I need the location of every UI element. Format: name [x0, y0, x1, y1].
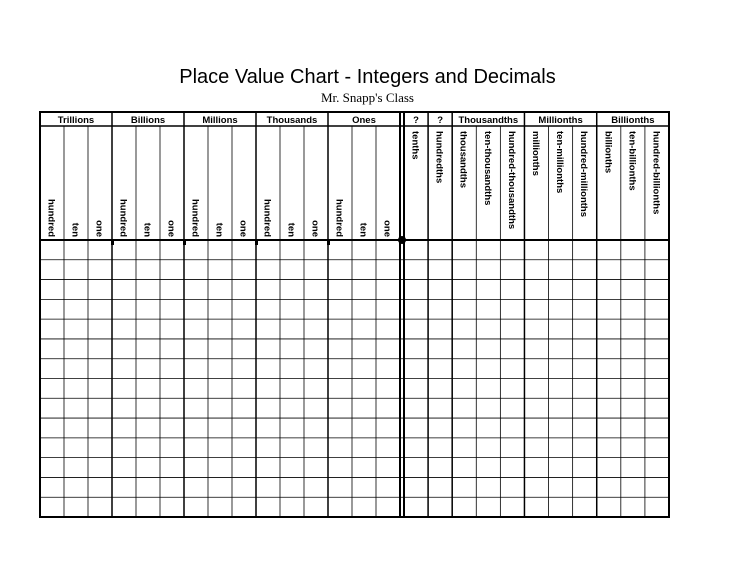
column-label: one	[381, 220, 393, 237]
column-label: ten-millionths	[554, 131, 566, 194]
group-label: Trillions	[57, 115, 95, 126]
column-label: hundred	[261, 199, 273, 237]
column-label: ten	[213, 222, 225, 237]
group-label: Thousandths	[458, 115, 519, 126]
column-label: hundred-millionths	[578, 131, 590, 218]
group-label: Billionths	[611, 115, 655, 126]
group-label: Millionths	[538, 115, 583, 126]
column-label: hundred	[45, 199, 57, 237]
column-label: hundred	[333, 199, 345, 237]
comma-mark	[111, 240, 114, 245]
group-label: ?	[437, 115, 444, 126]
column-label: ten	[357, 222, 369, 237]
column-label: ten-billionths	[626, 131, 638, 191]
column-label: one	[237, 220, 249, 237]
column-label: hundred-billionths	[650, 131, 662, 215]
group-label: Thousands	[266, 115, 318, 126]
column-label: tenths	[409, 131, 421, 160]
column-label: billionths	[602, 131, 614, 174]
column-label: one	[309, 220, 321, 237]
comma-mark	[183, 240, 186, 245]
decimal-point	[398, 236, 406, 244]
column-label: hundred	[117, 199, 129, 237]
column-label: hundred-thousandths	[505, 131, 517, 230]
group-label: Millions	[202, 115, 238, 126]
page-title: Place Value Chart - Integers and Decimals	[179, 66, 556, 88]
column-label: hundredths	[433, 131, 445, 184]
column-label: one	[93, 220, 105, 237]
column-label: ten	[141, 222, 153, 237]
column-label: hundred	[189, 199, 201, 237]
column-label: thousandths	[457, 131, 469, 188]
column-label: one	[165, 220, 177, 237]
column-label: ten-thousandths	[481, 131, 493, 206]
column-label: millionths	[530, 131, 541, 176]
group-label: Billions	[130, 115, 166, 126]
group-label: Ones	[352, 115, 376, 126]
group-label: ?	[413, 115, 419, 126]
page-subtitle: Mr. Snapp's Class	[321, 90, 414, 105]
column-label: ten	[69, 222, 81, 237]
chart-border	[40, 112, 669, 517]
column-label: ten	[285, 222, 297, 237]
comma-mark	[255, 240, 258, 245]
comma-mark	[327, 240, 330, 245]
